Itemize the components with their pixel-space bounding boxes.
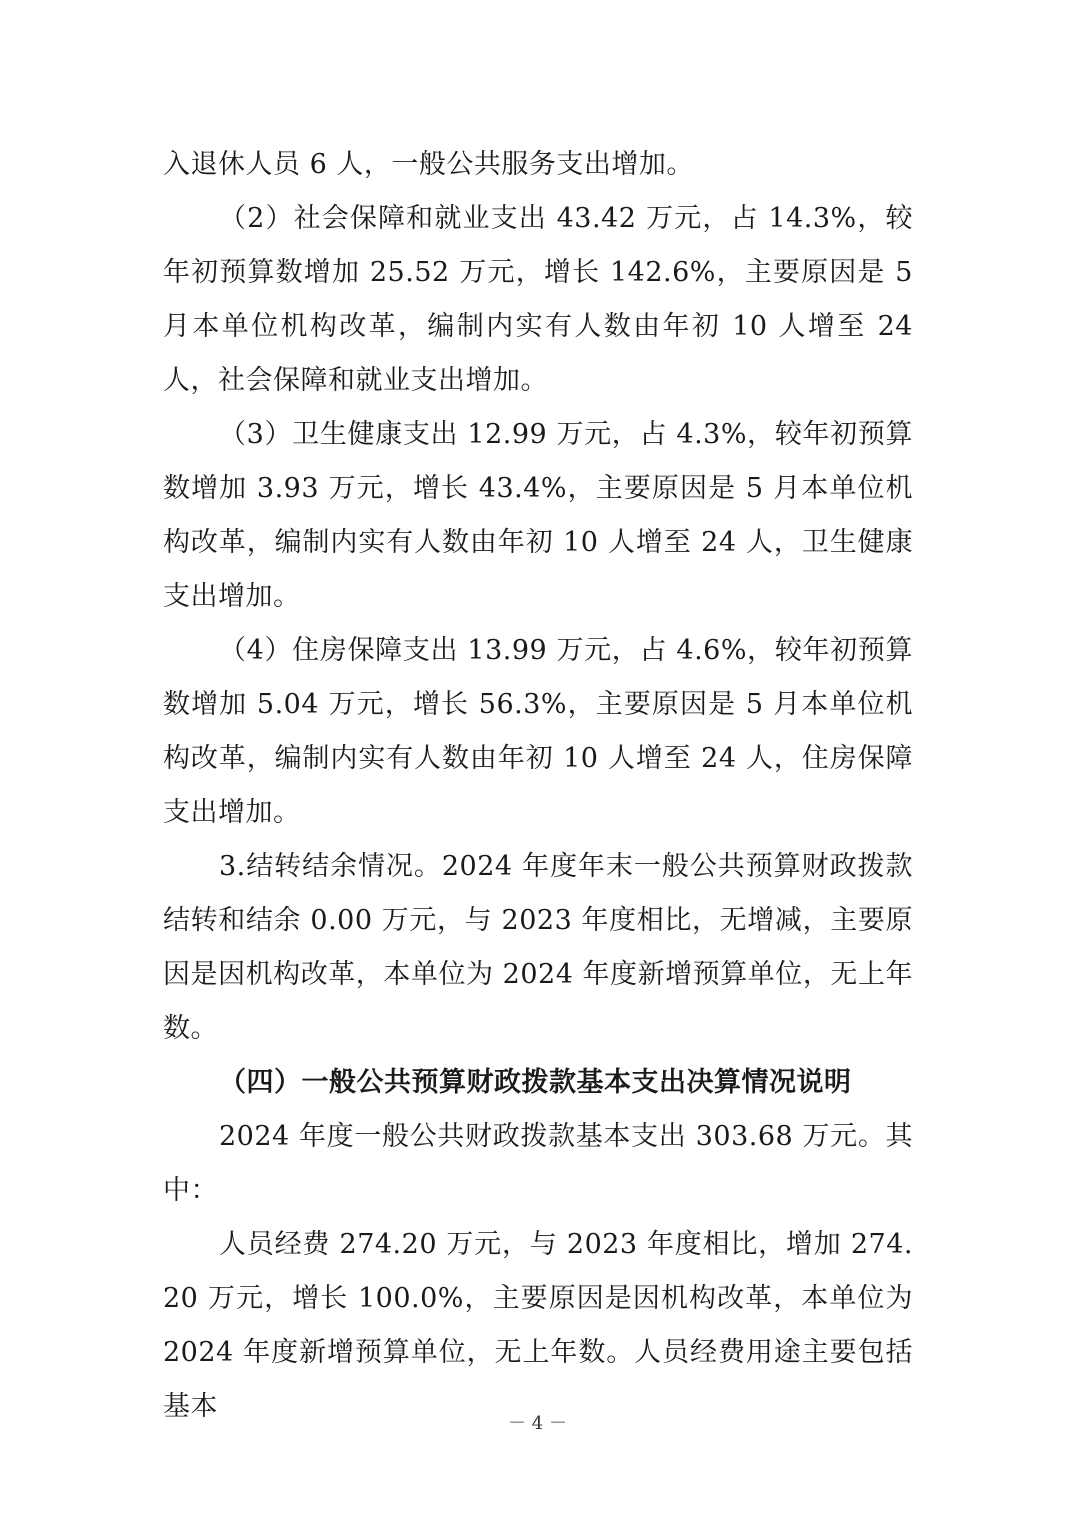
section-heading: （四）一般公共预算财政拨款基本支出决算情况说明 — [219, 1067, 852, 1098]
paragraph-personnel-costs: 人员经费 274.20 万元，与 2023 年度相比，增加 274.20 万元，增长 100.0%，主要原因是因机构改革，本单位为 2024 年度新增预算单位，无上年数。人员经费用途主要包括基本 — [163, 1229, 913, 1422]
paragraph-social-security: （2）社会保障和就业支出 43.42 万元，占 14.3%，较年初预算数增加 25.52 万元，增长 142.6%，主要原因是 5 月本单位机构改革，编制内实有人数由年初 10 人增至 24 人，社会保障和就业支出增加。 — [163, 203, 913, 396]
paragraph-health: （3）卫生健康支出 12.99 万元，占 4.3%，较年初预算数增加 3.93 万元，增长 43.4%，主要原因是 5 月本单位机构改革，编制内实有人数由年初 10 人增至 24 人，卫生健康支出增加。 — [163, 419, 913, 612]
page-number: － 4 － — [508, 1413, 567, 1434]
paragraph-retirement: 入退休人员 6 人，一般公共服务支出增加。 — [163, 149, 694, 180]
paragraph-housing: （4）住房保障支出 13.99 万元，占 4.6%，较年初预算数增加 5.04 万元，增长 56.3%，主要原因是 5 月本单位机构改革，编制内实有人数由年初 10 人增至 24 人，住房保障支出增加。 — [163, 635, 913, 828]
paragraph-carryover: 3.结转结余情况。2024 年度年末一般公共预算财政拨款结转和结余 0.00 万元，与 2023 年度相比，无增减，主要原因是因机构改革，本单位为 2024 年度新增预算单位，无上年数。 — [163, 851, 913, 1044]
document-body — [163, 138, 913, 1434]
paragraph-basic-expenditure: 2024 年度一般公共财政拨款基本支出 303.68 万元。其中： — [163, 1121, 913, 1206]
